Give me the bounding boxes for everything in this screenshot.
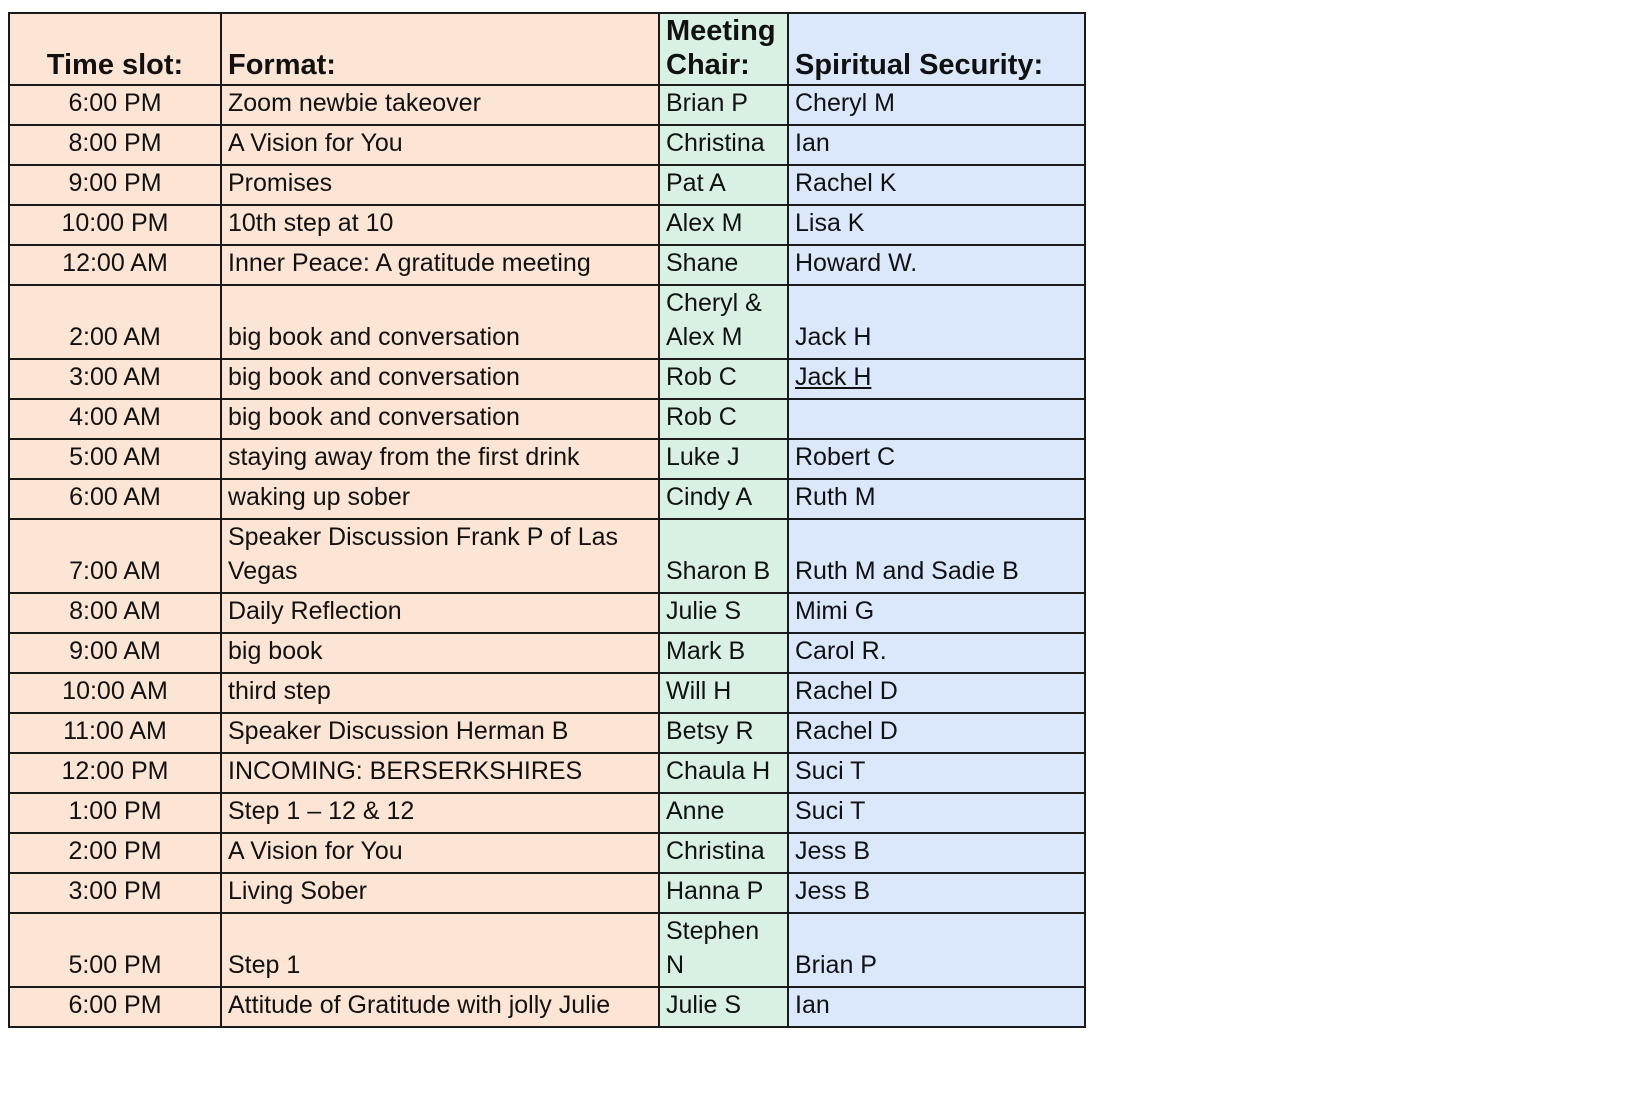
time-slot-cell: 10:00 AM xyxy=(9,673,221,713)
format-cell: A Vision for You xyxy=(221,833,659,873)
security-cell: Lisa K xyxy=(788,205,1085,245)
table-row xyxy=(9,873,1085,913)
time-slot-cell: 3:00 AM xyxy=(9,359,221,399)
table-row xyxy=(9,285,1085,359)
table-row xyxy=(9,165,1085,205)
table-row xyxy=(9,753,1085,793)
security-cell: Jess B xyxy=(788,873,1085,913)
chair-cell: Will H xyxy=(659,673,788,713)
time-slot-cell: 6:00 PM xyxy=(9,85,221,125)
security-cell: Carol R. xyxy=(788,633,1085,673)
chair-cell: Cindy A xyxy=(659,479,788,519)
format-cell: Daily Reflection xyxy=(221,593,659,633)
time-slot-cell: 6:00 AM xyxy=(9,479,221,519)
chair-cell: Hanna P xyxy=(659,873,788,913)
security-cell: Howard W. xyxy=(788,245,1085,285)
format-cell: third step xyxy=(221,673,659,713)
time-slot-cell: 11:00 AM xyxy=(9,713,221,753)
format-cell: Speaker Discussion Herman B xyxy=(221,713,659,753)
chair-cell: Rob C xyxy=(659,359,788,399)
format-cell: A Vision for You xyxy=(221,125,659,165)
format-cell: Inner Peace: A gratitude meeting xyxy=(221,245,659,285)
format-cell: Zoom newbie takeover xyxy=(221,85,659,125)
chair-cell: Cheryl & Alex M xyxy=(659,285,788,359)
header-time-slot: Time slot: xyxy=(9,13,221,85)
header-row xyxy=(9,13,1085,85)
time-slot-cell: 9:00 PM xyxy=(9,165,221,205)
table-row xyxy=(9,85,1085,125)
table-row xyxy=(9,913,1085,987)
table-row xyxy=(9,125,1085,165)
table-row xyxy=(9,987,1085,1027)
chair-cell: Pat A xyxy=(659,165,788,205)
chair-cell: Sharon B xyxy=(659,519,788,593)
time-slot-cell: 9:00 AM xyxy=(9,633,221,673)
header-format: Format: xyxy=(221,13,659,85)
table-row xyxy=(9,519,1085,593)
time-slot-cell: 3:00 PM xyxy=(9,873,221,913)
table-row xyxy=(9,245,1085,285)
chair-cell: Chaula H xyxy=(659,753,788,793)
chair-cell: Brian P xyxy=(659,85,788,125)
security-cell: Jack H xyxy=(788,285,1085,359)
chair-cell: Luke J xyxy=(659,439,788,479)
format-cell: big book and conversation xyxy=(221,359,659,399)
time-slot-cell: 7:00 AM xyxy=(9,519,221,593)
security-cell: Rachel D xyxy=(788,713,1085,753)
time-slot-cell: 12:00 PM xyxy=(9,753,221,793)
time-slot-cell: 10:00 PM xyxy=(9,205,221,245)
security-cell: Ian xyxy=(788,125,1085,165)
security-cell: Jess B xyxy=(788,833,1085,873)
chair-cell: Alex M xyxy=(659,205,788,245)
format-cell: big book xyxy=(221,633,659,673)
chair-cell: Stephen N xyxy=(659,913,788,987)
time-slot-cell: 5:00 AM xyxy=(9,439,221,479)
table-row xyxy=(9,793,1085,833)
chair-cell: Christina xyxy=(659,125,788,165)
security-cell: Brian P xyxy=(788,913,1085,987)
security-cell: Suci T xyxy=(788,793,1085,833)
table-row xyxy=(9,205,1085,245)
security-cell: Robert C xyxy=(788,439,1085,479)
chair-cell: Shane xyxy=(659,245,788,285)
format-cell: staying away from the first drink xyxy=(221,439,659,479)
table-row xyxy=(9,593,1085,633)
time-slot-cell: 2:00 AM xyxy=(9,285,221,359)
chair-cell: Julie S xyxy=(659,593,788,633)
chair-cell: Mark B xyxy=(659,633,788,673)
chair-cell: Christina xyxy=(659,833,788,873)
security-cell: Ruth M xyxy=(788,479,1085,519)
security-cell: Rachel D xyxy=(788,673,1085,713)
table-row xyxy=(9,359,1085,399)
table-row xyxy=(9,833,1085,873)
time-slot-cell: 12:00 AM xyxy=(9,245,221,285)
security-cell: Cheryl M xyxy=(788,85,1085,125)
format-cell: waking up sober xyxy=(221,479,659,519)
security-cell: Ian xyxy=(788,987,1085,1027)
time-slot-cell: 8:00 AM xyxy=(9,593,221,633)
format-cell: INCOMING: BERSERKSHIRES xyxy=(221,753,659,793)
security-cell[interactable] xyxy=(788,359,1085,399)
header-spiritual-security: Spiritual Security: xyxy=(788,13,1085,85)
format-cell: big book and conversation xyxy=(221,285,659,359)
table-row xyxy=(9,399,1085,439)
table-row xyxy=(9,633,1085,673)
security-link[interactable]: Jack H xyxy=(795,363,872,391)
table-row xyxy=(9,713,1085,753)
chair-cell: Betsy R xyxy=(659,713,788,753)
security-cell: Rachel K xyxy=(788,165,1085,205)
format-cell: Living Sober xyxy=(221,873,659,913)
security-cell: Suci T xyxy=(788,753,1085,793)
time-slot-cell: 8:00 PM xyxy=(9,125,221,165)
chair-cell: Anne xyxy=(659,793,788,833)
time-slot-cell: 6:00 PM xyxy=(9,987,221,1027)
chair-cell: Julie S xyxy=(659,987,788,1027)
time-slot-cell: 5:00 PM xyxy=(9,913,221,987)
meeting-schedule-table xyxy=(8,12,1086,1028)
table-row xyxy=(9,479,1085,519)
security-cell: Ruth M and Sadie B xyxy=(788,519,1085,593)
time-slot-cell: 4:00 AM xyxy=(9,399,221,439)
format-cell: Step 1 – 12 & 12 xyxy=(221,793,659,833)
format-cell: Step 1 xyxy=(221,913,659,987)
chair-cell: Rob C xyxy=(659,399,788,439)
time-slot-cell: 1:00 PM xyxy=(9,793,221,833)
format-cell: Attitude of Gratitude with jolly Julie xyxy=(221,987,659,1027)
format-cell: Speaker Discussion Frank P of Las Vegas xyxy=(221,519,659,593)
security-cell: Mimi G xyxy=(788,593,1085,633)
table-row xyxy=(9,439,1085,479)
format-cell: 10th step at 10 xyxy=(221,205,659,245)
format-cell: big book and conversation xyxy=(221,399,659,439)
time-slot-cell: 2:00 PM xyxy=(9,833,221,873)
format-cell: Promises xyxy=(221,165,659,205)
table-row xyxy=(9,673,1085,713)
security-cell xyxy=(788,399,1085,439)
header-meeting-chair: Meeting Chair: xyxy=(659,13,788,85)
